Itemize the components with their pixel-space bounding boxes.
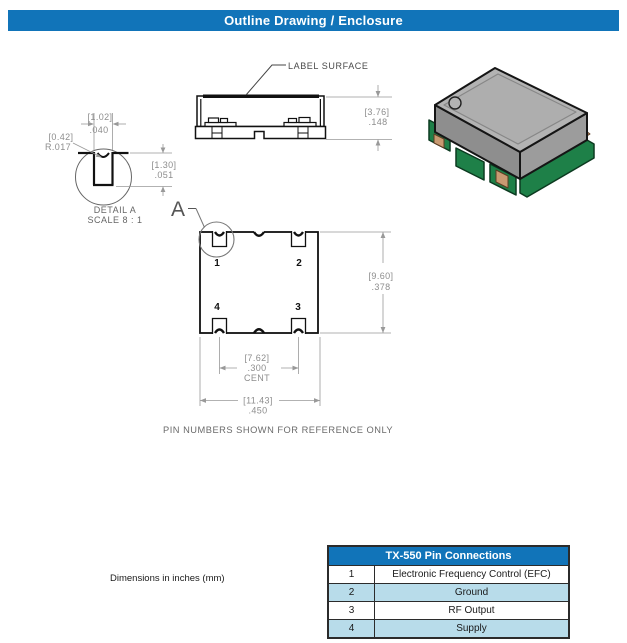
pin-table-title: TX-550 Pin Connections: [329, 547, 568, 565]
svg-text:.148: .148: [368, 117, 388, 127]
dim-notch-width: [81, 112, 126, 150]
pin-function-cell: Ground: [454, 586, 489, 598]
table-row: [329, 583, 568, 601]
svg-text:[3.76]: [3.76]: [364, 107, 390, 117]
pin-number-cell: 4: [329, 620, 375, 637]
svg-text:[0.42]: [0.42]: [48, 132, 74, 142]
table-row: [329, 619, 568, 637]
pin-4-number: 4: [214, 302, 220, 313]
detail-a-view: [45, 112, 176, 225]
svg-text:[1.30]: [1.30]: [151, 160, 177, 170]
detail-title: DETAIL A: [93, 205, 137, 215]
svg-text:.450: .450: [248, 405, 268, 416]
dim-notch-depth: [116, 144, 176, 196]
reference-note: PIN NUMBERS SHOWN FOR REFERENCE ONLY: [163, 425, 394, 435]
pin-connections-table: [327, 545, 570, 639]
pin-number-cell: 3: [329, 602, 375, 619]
pin-1-number: 1: [214, 258, 220, 269]
svg-text:[1.02]: [1.02]: [87, 112, 113, 122]
pin-number-cell: 2: [329, 584, 375, 601]
svg-text:.300: .300: [247, 363, 267, 373]
dim-body-depth: [320, 232, 393, 333]
label-surface-text: LABEL SURFACE: [288, 61, 369, 71]
table-row: [329, 565, 568, 583]
pin-function-cell: Supply: [456, 622, 487, 634]
svg-text:CENT: CENT: [243, 373, 271, 383]
pin1-marker-dimple: [449, 97, 461, 109]
svg-text:R.017: R.017: [44, 142, 72, 152]
dim-pin-pitch: [220, 337, 299, 383]
pin-2-number: 2: [296, 258, 302, 269]
svg-text:.040: .040: [89, 125, 109, 135]
svg-text:.051: .051: [154, 170, 174, 180]
dim-lid-height: [326, 85, 392, 151]
svg-text:[9.60]: [9.60]: [368, 271, 394, 281]
pin-number-cell: 1: [329, 566, 375, 583]
table-row: [329, 601, 568, 619]
section-title: Outline Drawing / Enclosure: [224, 13, 403, 28]
svg-text:[7.62]: [7.62]: [244, 353, 270, 363]
svg-text:.378: .378: [371, 282, 391, 292]
pin-3-number: 3: [295, 302, 301, 313]
detail-callout-letter: A: [170, 198, 186, 221]
component-3d-render: [429, 68, 594, 197]
detail-scale: SCALE 8 : 1: [87, 215, 143, 225]
label-surface-edge: [203, 95, 319, 99]
pin-function-cell: Electronic Frequency Control (EFC): [392, 568, 551, 580]
dimensions-note: Dimensions in inches (mm): [110, 573, 225, 584]
side-view: [196, 61, 393, 151]
pin-function-cell: RF Output: [448, 604, 495, 616]
top-view: [163, 198, 393, 435]
label-surface-leader: [246, 65, 286, 95]
svg-text:[11.43]: [11.43]: [243, 395, 273, 406]
